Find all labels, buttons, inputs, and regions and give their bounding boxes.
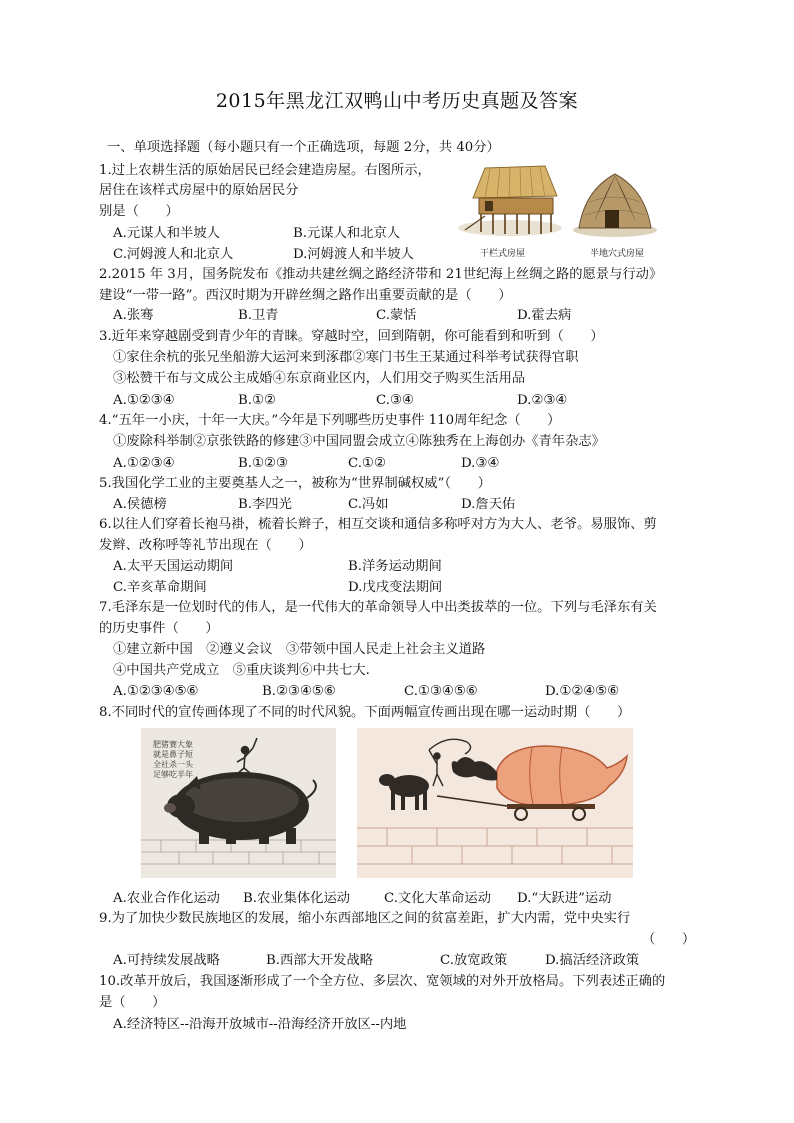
q1-option-d: D.河姆渡人和半坡人: [293, 247, 414, 262]
q4-option-c: C.①②: [348, 456, 386, 471]
poster-giant-pig: [141, 728, 336, 878]
q1-option-a: A.元谋人和半坡人: [113, 226, 220, 241]
q2-option-a: A.张骞: [113, 308, 154, 323]
q4-option-b: B.①②③: [238, 456, 288, 471]
q5-option-c: C.冯如: [348, 497, 389, 512]
q6-stem-line-1: 6.以往人们穿着长袍马褂，梳着长辫子，相互交谈和通信多称呼对方为大人、老爷。易服饰、剪: [99, 517, 657, 532]
q10-stem-line-2: 是（ ）: [99, 995, 166, 1010]
q9-stem-line-1: 9.为了加快少数民族地区的发展，缩小东西部地区之间的贫富差距，扩大内需，党中央实行: [99, 911, 631, 926]
houses-figure: [455, 160, 660, 260]
q4-option-d: D.③④: [461, 456, 500, 471]
q3-option-a: A.①②③④: [113, 393, 175, 408]
q5-option-b: B.李四光: [238, 497, 292, 512]
q7-stem-line-3: ①建立新中国 ②遵义会议 ③带领中国人民走上社会主义道路: [113, 642, 486, 657]
q8-stem-line-1: 8.不同时代的宣传画体现了不同的时代风貌。下面两幅宣传画出现在哪一运动时期（ ）: [99, 705, 631, 720]
q6-stem-line-2: 发辫、改称呼等礼节出现在（ ）: [99, 538, 312, 553]
q8-option-d: D.“大跃进”运动: [517, 891, 612, 906]
q1-option-b: B.元谋人和北京人: [293, 226, 401, 241]
q3-stem-line-3: ③松赞干布与文成公主成婚④东京商业区内，人们用交子购买生活用品: [113, 371, 526, 386]
q7-stem-line-2: 的历史事件（ ）: [99, 621, 219, 636]
pig-verse-line-1: 肥猪赛大象: [153, 740, 193, 749]
q9-option-c: C.放宽政策: [440, 953, 508, 968]
pig-verse-line-3: 全社杀一头: [153, 760, 193, 769]
pig-poster-verse: [153, 740, 193, 780]
q3-stem-line-1: 3.近年来穿越剧受到青少年的青睐。穿越时空，回到隋朝，你可能看到和听到（ ）: [99, 329, 604, 344]
cart-illustration: [357, 728, 633, 878]
q1-stem-line-2: 居住在该样式房屋中的原始居民分: [99, 183, 299, 198]
q2-option-b: B.卫青: [238, 308, 279, 323]
section-heading: 一、单项选择题（每小题只有一个正确选项，每题 2分，共 40分）: [107, 140, 500, 155]
q1-option-c: C.河姆渡人和北京人: [113, 247, 234, 262]
q3-option-d: D.②③④: [517, 393, 568, 408]
q2-stem-line-2: 建设“一带一路”。西汉时期为开辟丝绸之路作出重要贡献的是（ ）: [99, 288, 512, 303]
pig-verse-line-4: 足够吃半年: [153, 770, 193, 779]
q1-stem-line-1: 1.过上农耕生活的原始居民已经会建造房屋。右图所示，: [99, 163, 431, 178]
q7-stem-line-1: 7.毛泽东是一位划时代的伟人，是一代伟大的革命领导人中出类拔萃的一位。下列与毛泽东有关: [99, 600, 657, 615]
q5-stem-line-1: 5.我国化学工业的主要奠基人之一，被称为“世界制碱权威”（ ）: [99, 476, 491, 491]
q8-option-b: B.农业集体化运动: [243, 891, 351, 906]
q3-option-c: C.③④: [376, 393, 414, 408]
q10-stem-line-1: 10.改革开放后，我国逐渐形成了一个全方位、多层次、宽领域的对外开放格局。下列表述正确的: [99, 974, 666, 989]
q2-option-d: D.霍去病: [517, 308, 572, 323]
poster-giant-crop-cart: [357, 728, 633, 878]
q3-stem-line-2: ①家住余杭的张兄坐船游大运河来到涿郡②寒门书生王某通过科举考试获得官职: [113, 350, 579, 365]
q6-option-a: A.太平天国运动期间: [113, 559, 234, 574]
q7-stem-line-4: ④中国共产党成立 ⑤重庆谈判⑥中共七大.: [113, 663, 370, 678]
q2-stem-line-1: 2.2015 年 3月，国务院发布《推动共建丝绸之路经济带和 21世纪海上丝绸之路的愿景与行动》: [99, 267, 663, 282]
q8-option-c: C.文化大革命运动: [384, 891, 492, 906]
q6-option-c: C.辛亥革命期间: [113, 580, 207, 595]
q5-option-a: A.侯德榜: [113, 497, 167, 512]
caption-stilt-house: 干栏式房屋: [480, 249, 526, 259]
pig-verse-line-2: 就是鼻子短: [153, 750, 193, 759]
q5-option-d: D.詹天佑: [461, 497, 516, 512]
q10-option-a: A.经济特区--沿海开放城市--沿海经济开放区--内地: [113, 1017, 407, 1032]
q4-stem-line-1: 4.“五年一小庆，十年一大庆。”今年是下列哪些历史事件 110周年纪念（ ）: [99, 413, 561, 428]
q7-option-b: B.②③④⑤⑥: [262, 684, 336, 699]
q7-option-a: A.①②③④⑤⑥: [113, 684, 199, 699]
houses-illustration: [455, 160, 660, 260]
page-title: 2015年黑龙江双鸭山中考历史真题及答案: [215, 90, 579, 112]
caption-semi-underground-house: 半地穴式房屋: [590, 249, 645, 259]
q9-option-a: A.可持续发展战略: [113, 953, 220, 968]
q9-option-d: D.搞活经济政策: [545, 953, 640, 968]
q7-option-c: C.①③④⑤⑥: [404, 684, 478, 699]
q1-stem-line-3: 别是（ ）: [99, 204, 179, 219]
q9-answer-blank: （ ）: [642, 932, 696, 947]
q4-option-a: A.①②③④: [113, 456, 175, 471]
q6-option-b: B.洋务运动期间: [348, 559, 442, 574]
q3-option-b: B.①②: [238, 393, 276, 408]
q9-option-b: B.西部大开发战略: [266, 953, 374, 968]
q2-option-c: C.蒙恬: [376, 308, 417, 323]
q4-stem-line-2: ①废除科举制②京张铁路的修建③中国同盟会成立④陈独秀在上海创办《青年杂志》: [113, 434, 605, 449]
q6-option-d: D.戊戌变法期间: [348, 580, 443, 595]
q8-option-a: A.农业合作化运动: [113, 891, 220, 906]
q7-option-d: D.①②④⑤⑥: [545, 684, 620, 699]
